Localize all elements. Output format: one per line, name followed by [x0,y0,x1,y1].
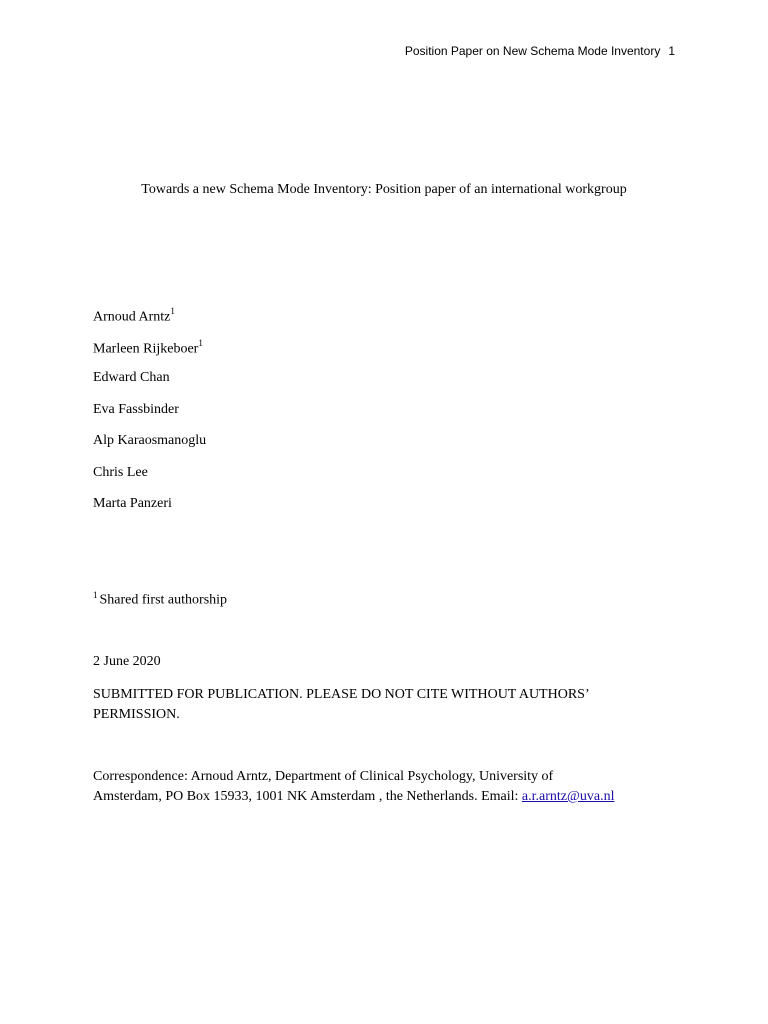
notice-line: PERMISSION. [93,707,180,722]
running-header [405,44,675,58]
correspondence-address: Amsterdam, PO Box 15933, 1001 NK Amsterdam , the Netherlands. Email: [93,789,522,804]
running-title: Position Paper on New Schema Mode Inventory [404,44,661,58]
author-item [93,339,206,371]
author-name: Marta Panzeri [93,496,172,511]
author-name: Chris Lee [93,464,148,480]
notice-line: SUBMITTED FOR PUBLICATION. PLEASE DO NOT CITE WITHOUT AUTHORS’ [93,687,590,702]
author-name: Alp Karaosmanoglu [93,433,207,448]
submission-date: 2 June 2020 [93,654,161,669]
author-name: Edward Chan [93,370,170,385]
footnote [93,590,227,609]
author-name: Arnoud Arntz [93,309,171,325]
author-affiliation-mark: 1 [198,337,203,348]
paper-title: Towards a new Schema Mode Inventory: Position paper of an international workgroup [141,182,627,197]
correspondence-line-2 [93,787,693,807]
author-affiliation-mark: 1 [170,306,175,316]
correspondence-line: Correspondence: Arnoud Arntz, Department of Clinical Psychology, University of [93,769,554,784]
author-name: Eva Fassbinder [93,401,179,417]
submission-notice [93,685,683,725]
author-item [93,307,206,339]
correspondence [93,767,693,807]
author-item [93,402,206,434]
author-item [93,433,206,465]
author-item [93,496,206,528]
email-link[interactable]: a.r.arntz@uva.nl [521,789,615,804]
author-item [93,465,206,497]
footnote-mark: 1 [93,590,98,600]
footnote-text: Shared first authorship [99,592,228,608]
author-item [93,370,206,402]
page-number: 1 [668,44,675,58]
author-list [93,307,206,528]
author-name: Marleen Rijkeboer [93,341,199,357]
